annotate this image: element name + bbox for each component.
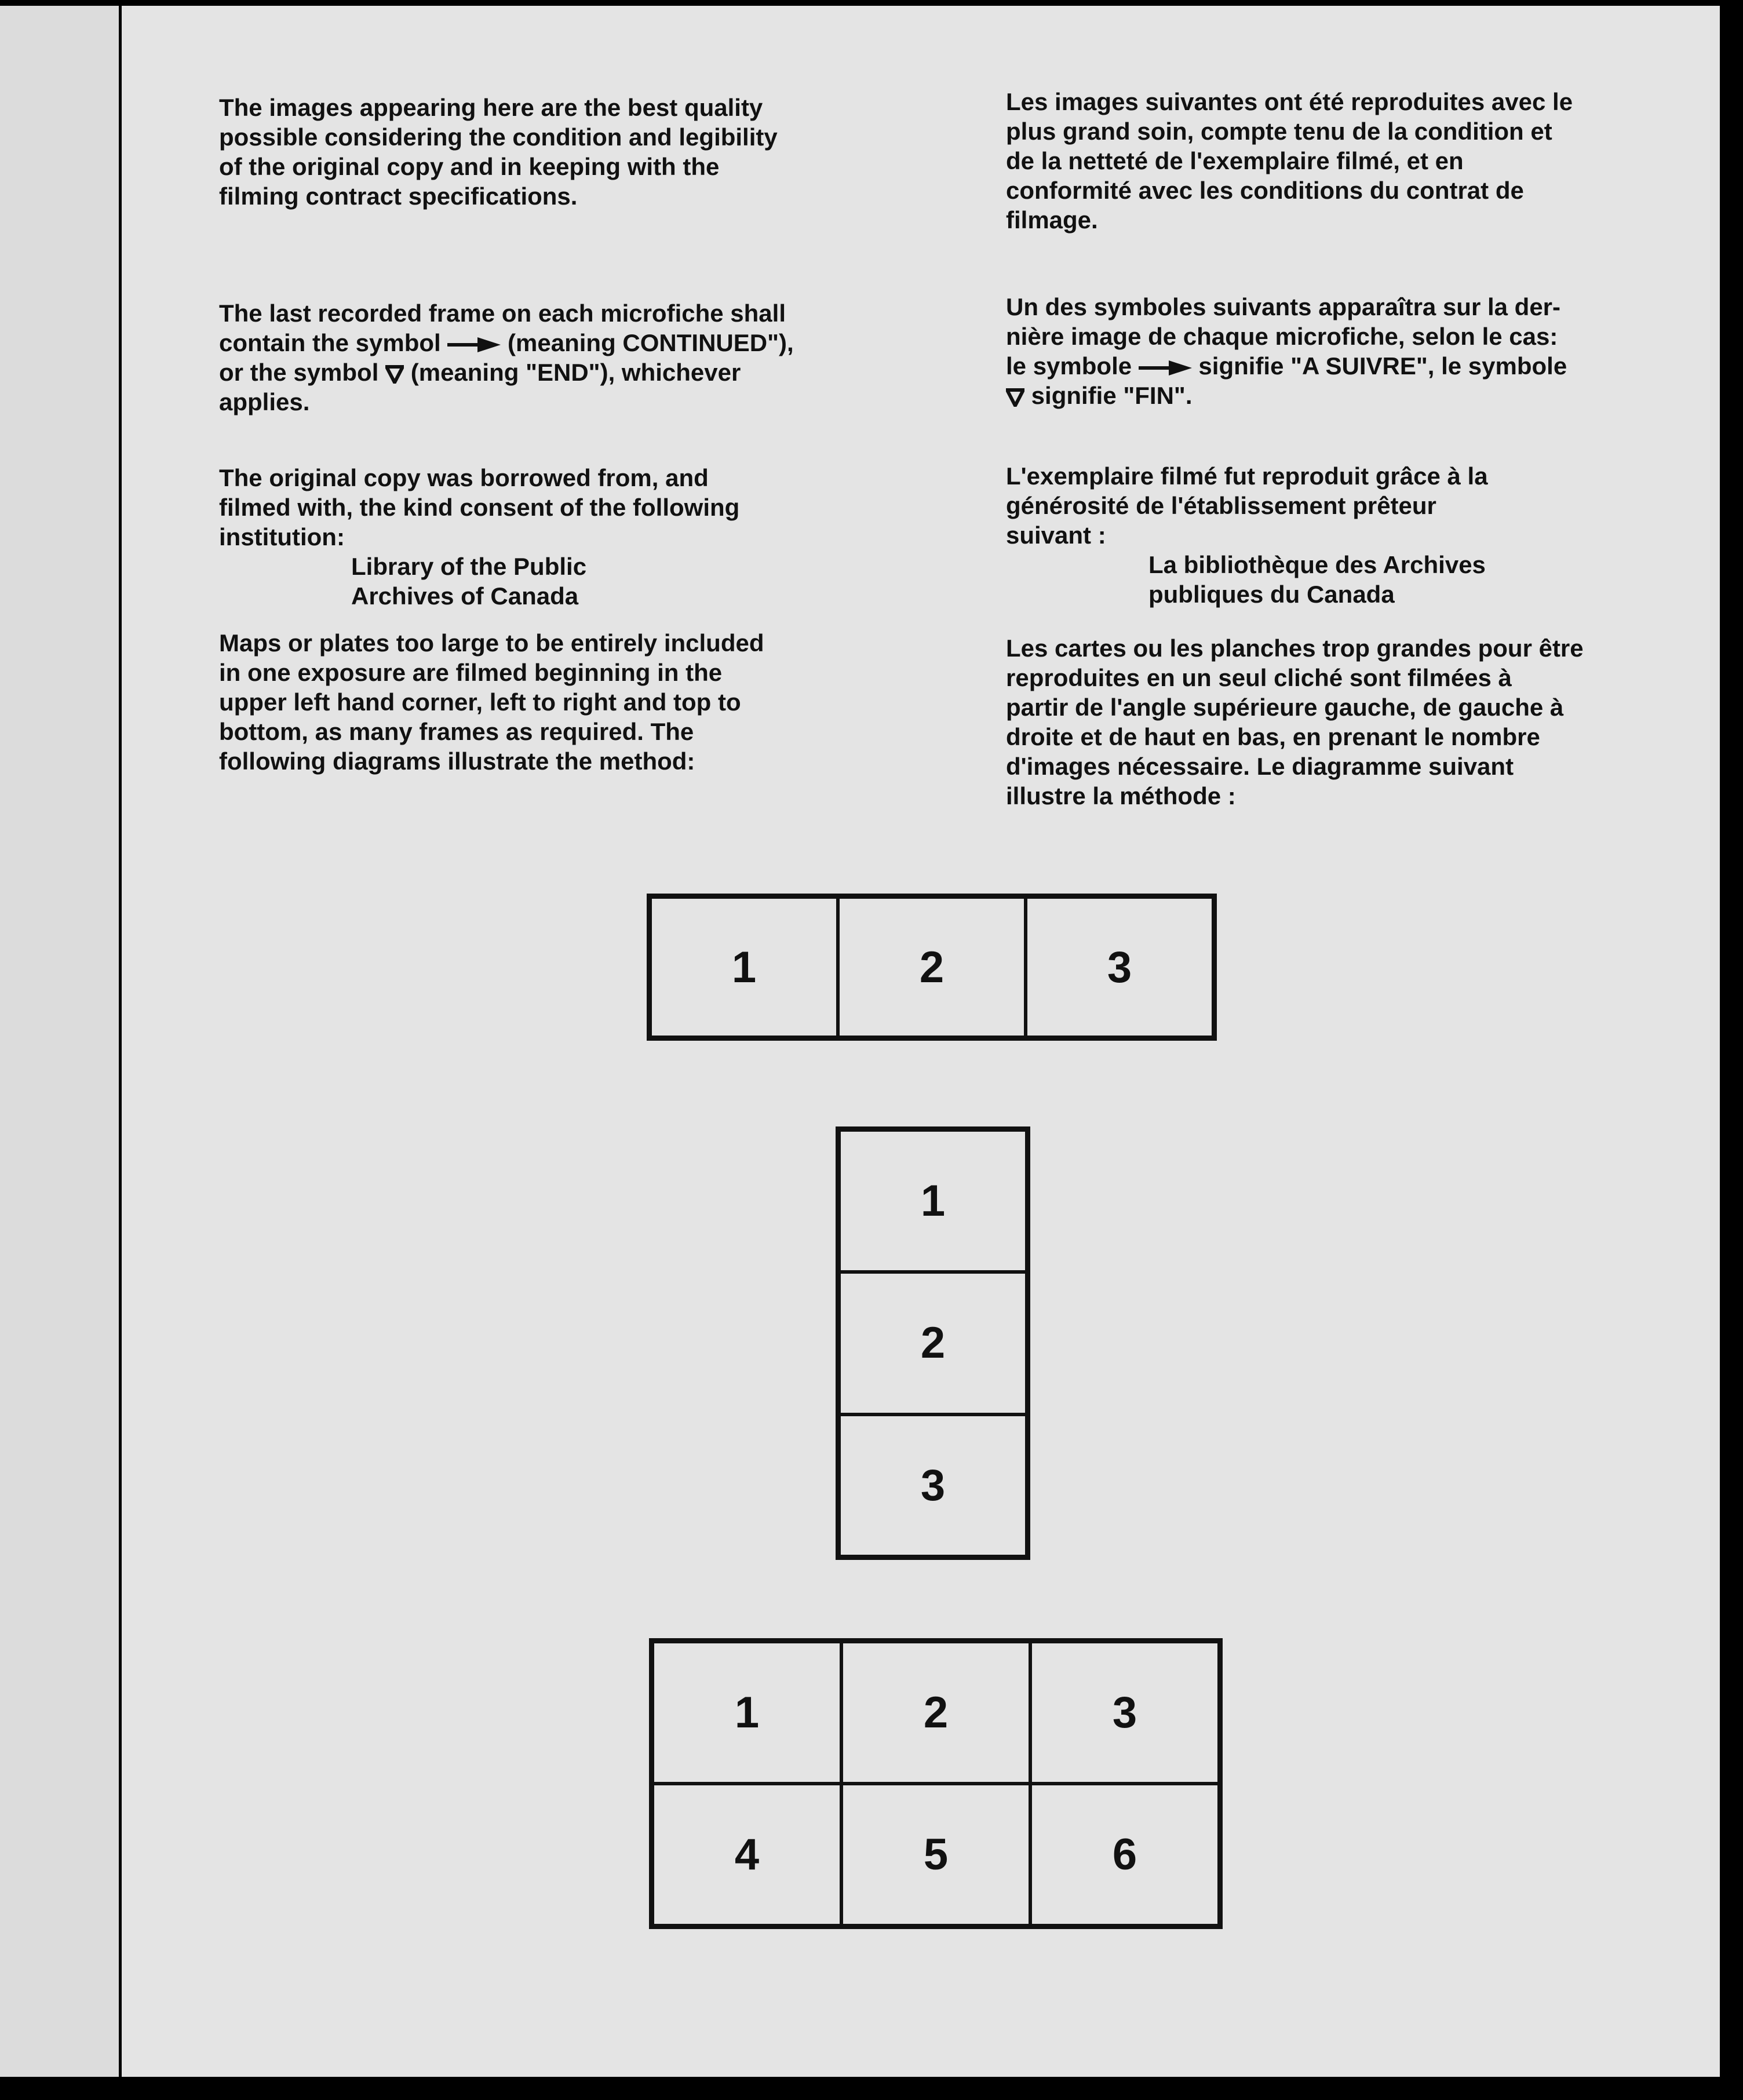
text-line: reproduites en un seul cliché sont filmées à (1006, 664, 1512, 691)
text-line: The last recorded frame on each microfiche shall (219, 300, 786, 327)
frame-cell: 1 (652, 1642, 841, 1784)
symbol-notice-fr (1006, 292, 1661, 410)
text-line: Un des symboles suivants apparaîtra sur la der- (1006, 293, 1561, 320)
text-line: d'images nécessaire. Le diagramme suivant (1006, 753, 1514, 780)
text-line: following diagrams illustrate the method: (219, 748, 695, 775)
institution-name: Library of the Public (351, 553, 587, 580)
text-line: nière image de chaque microfiche, selon le cas: (1006, 323, 1558, 350)
text-line: Les images suivantes ont été reproduites avec le (1006, 88, 1573, 115)
frame-cell: 2 (841, 1642, 1030, 1784)
symbol-notice-en (219, 298, 845, 417)
quality-notice-en (219, 93, 845, 211)
method-notice-en (219, 628, 845, 776)
continued-arrow-icon (447, 336, 501, 353)
text-line: possible considering the condition and legibility (219, 123, 778, 151)
english-column (219, 93, 845, 776)
text-line (219, 328, 845, 358)
text-line: of the original copy and in keeping with the (219, 153, 720, 180)
frame-cell: 4 (652, 1784, 841, 1926)
text-line: illustre la méthode : (1006, 782, 1236, 810)
text-line (1006, 381, 1661, 410)
text-line: The original copy was borrowed from, and (219, 464, 709, 491)
end-triangle-icon (1006, 388, 1024, 407)
frame-cell: 2 (838, 897, 1026, 1037)
lender-notice-fr (1006, 461, 1661, 609)
continued-arrow-icon (1139, 359, 1192, 377)
text-line: de la netteté de l'exemplaire filmé, et en (1006, 147, 1464, 174)
text-fragment: contain the symbol (219, 329, 448, 356)
text-line: partir de l'angle supérieure gauche, de gauche à (1006, 694, 1564, 721)
text-line: The images appearing here are the best quality (219, 94, 763, 121)
text-fragment: le symbole (1006, 352, 1139, 380)
text-line: filmed with, the kind consent of the following (219, 494, 740, 521)
text-fragment: or the symbol (219, 359, 386, 386)
text-line: générosité de l'établissement prêteur (1006, 492, 1436, 519)
text-line: in one exposure are filmed beginning in the (219, 659, 723, 686)
frame-cell: 3 (1026, 897, 1213, 1037)
text-line: L'exemplaire filmé fut reproduit grâce à la (1006, 462, 1488, 490)
frame-cell: 3 (839, 1414, 1027, 1556)
text-fragment: signifie "FIN". (1024, 382, 1193, 409)
text-fragment: (meaning CONTINUED"), (501, 329, 794, 356)
text-line: applies. (219, 388, 310, 415)
institution-name: La bibliothèque des Archives (1148, 551, 1486, 578)
quality-notice-fr (1006, 87, 1661, 235)
text-line: bottom, as many frames as required. The (219, 718, 694, 745)
frame-cell: 6 (1030, 1784, 1219, 1926)
film-edge-strip (0, 6, 119, 2077)
diagram-grid (649, 1638, 1223, 1929)
frame-cell: 2 (839, 1272, 1027, 1414)
frame-cell: 1 (650, 897, 838, 1037)
text-line: conformité avec les conditions du contrat de (1006, 177, 1524, 204)
diagram-column (836, 1126, 1030, 1560)
text-fragment: signifie "A SUIVRE", le symbole (1191, 352, 1567, 380)
text-line: Maps or plates too large to be entirely included (219, 629, 764, 657)
text-fragment: (meaning "END"), whichever (404, 359, 741, 386)
frame-cell: 5 (841, 1784, 1030, 1926)
text-line: upper left hand corner, left to right and top to (219, 688, 741, 716)
text-line: institution: (219, 523, 345, 550)
text-line (1006, 351, 1661, 381)
text-line: plus grand soin, compte tenu de la condition et (1006, 118, 1552, 145)
frame-cell: 1 (839, 1130, 1027, 1272)
text-line: suivant : (1006, 522, 1106, 549)
institution-name: publiques du Canada (1148, 581, 1395, 608)
end-triangle-icon (385, 365, 404, 384)
institution-name: Archives of Canada (351, 582, 579, 610)
method-notice-fr (1006, 633, 1661, 811)
text-line: filming contract specifications. (219, 183, 578, 210)
text-line: filmage. (1006, 206, 1098, 234)
diagram-row (647, 894, 1217, 1041)
frame-cell: 3 (1030, 1642, 1219, 1784)
text-line: droite et de haut en bas, en prenant le nombre (1006, 723, 1540, 750)
lender-notice-en (219, 463, 845, 611)
text-line: Les cartes ou les planches trop grandes pour être (1006, 635, 1584, 662)
french-column (1006, 87, 1661, 811)
text-line (219, 358, 845, 387)
